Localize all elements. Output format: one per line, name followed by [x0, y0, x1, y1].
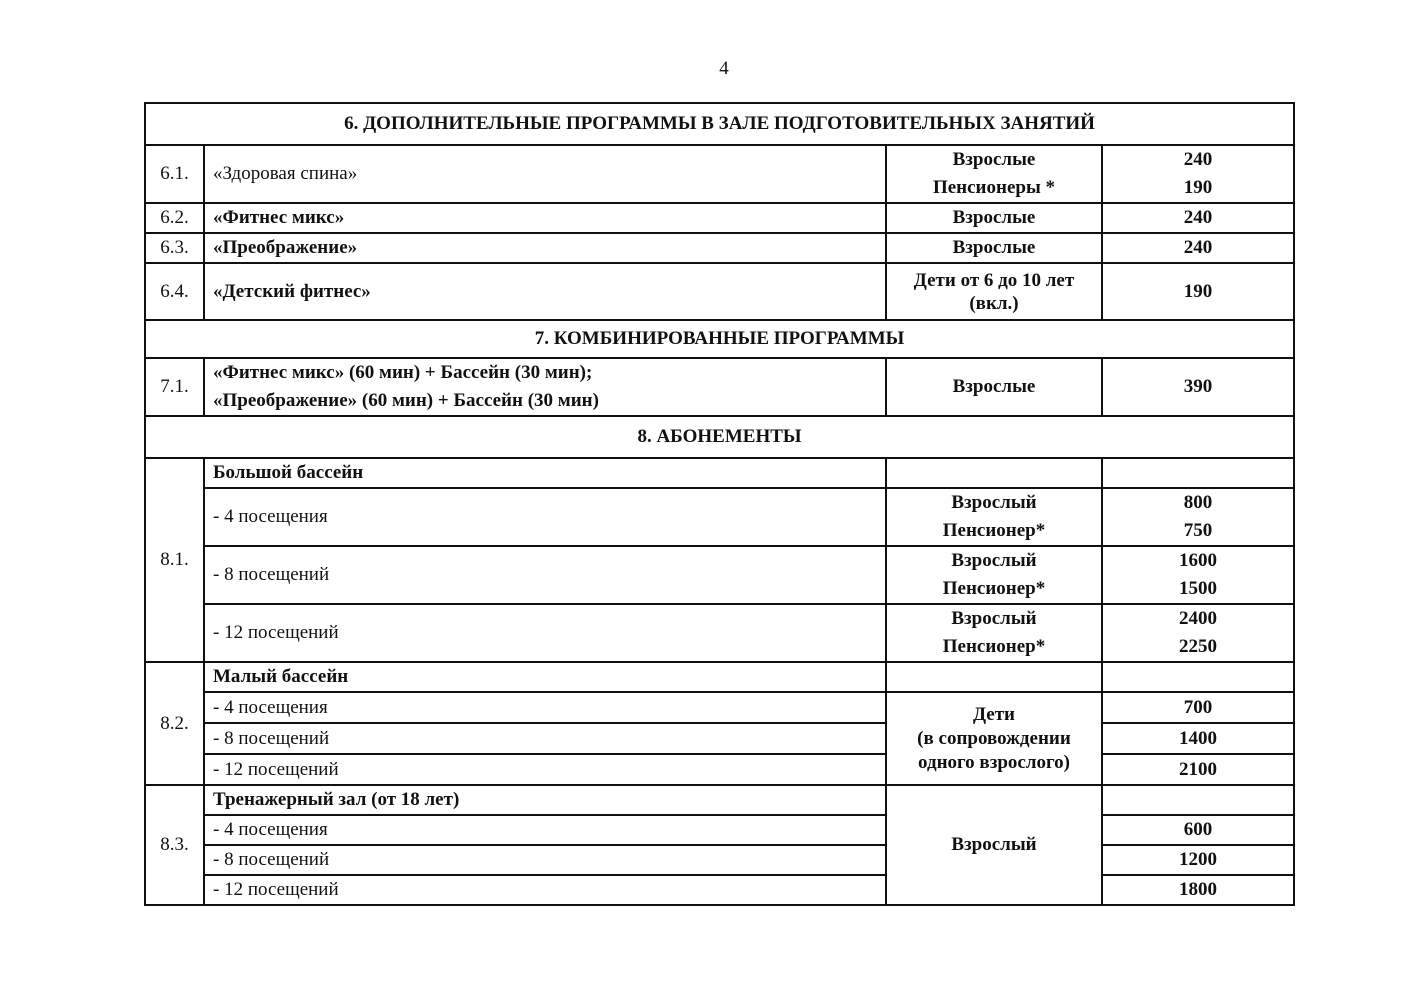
table-row — [145, 723, 1294, 754]
category: (вкл.) — [969, 292, 1019, 314]
price: 2250 — [1179, 636, 1218, 657]
group-heading: Малый бассейн — [204, 662, 886, 692]
price: 1800 — [1102, 875, 1294, 905]
category: Пенсионер* — [942, 578, 1046, 599]
category: Взрослые — [952, 149, 1036, 170]
row-number: 6.4. — [145, 263, 204, 320]
row-number: 8.2. — [145, 662, 204, 785]
price-cell — [1102, 546, 1294, 604]
category: Взрослый — [951, 608, 1037, 629]
empty-cell — [886, 458, 1102, 488]
category: (в сопровождении — [917, 727, 1071, 749]
visits-label: - 4 посещения — [204, 815, 886, 845]
row-number: 6.1. — [145, 145, 204, 203]
category: Взрослые — [886, 358, 1102, 416]
price: 390 — [1102, 358, 1294, 416]
category-cell — [886, 546, 1102, 604]
program-name: «Фитнес микс» — [204, 203, 886, 233]
table-row — [145, 662, 1294, 692]
row-number: 8.3. — [145, 785, 204, 905]
visits-label: - 8 посещений — [204, 546, 886, 604]
price-cell — [1102, 145, 1294, 203]
table-row — [145, 145, 1294, 203]
table-row — [145, 546, 1294, 604]
program-name: «Детский фитнес» — [204, 263, 886, 320]
category: одного взрослого) — [918, 751, 1070, 773]
category: Взрослый — [886, 785, 1102, 905]
category: Пенсионер* — [942, 520, 1046, 541]
empty-cell — [1102, 785, 1294, 815]
category: Пенсионеры * — [932, 177, 1056, 198]
price: 190 — [1183, 177, 1213, 198]
price: 1600 — [1179, 550, 1218, 571]
program-name: «Здоровая спина» — [204, 145, 886, 203]
category-cell — [886, 604, 1102, 662]
price: 2100 — [1102, 754, 1294, 785]
section-title: 6. ДОПОЛНИТЕЛЬНЫЕ ПРОГРАММЫ В ЗАЛЕ ПОДГОТОВИТЕЛЬНЫХ ЗАНЯТИЙ — [145, 103, 1294, 145]
visits-label: - 12 посещений — [204, 875, 886, 905]
table-row — [145, 203, 1294, 233]
visits-label: - 4 посещения — [204, 488, 886, 546]
section-title: 8. АБОНЕМЕНТЫ — [145, 416, 1294, 458]
table-row — [145, 604, 1294, 662]
category: Взрослые — [886, 233, 1102, 263]
group-heading: Тренажерный зал (от 18 лет) — [204, 785, 886, 815]
section-header-7 — [145, 320, 1294, 358]
visits-label: - 12 посещений — [204, 754, 886, 785]
empty-cell — [886, 662, 1102, 692]
table-row — [145, 815, 1294, 845]
category: Дети от 6 до 10 лет — [913, 269, 1075, 291]
table-row — [145, 845, 1294, 875]
row-number: 6.3. — [145, 233, 204, 263]
visits-label: - 12 посещений — [204, 604, 886, 662]
visits-label: - 8 посещений — [204, 845, 886, 875]
table-row — [145, 358, 1294, 416]
table-row — [145, 488, 1294, 546]
page-number: 4 — [719, 58, 729, 79]
row-number: 8.1. — [145, 458, 204, 662]
visits-label: - 4 посещения — [204, 692, 886, 723]
program-name: «Преображение» — [204, 233, 886, 263]
empty-cell — [1102, 458, 1294, 488]
category-cell — [886, 263, 1102, 320]
category: Взрослые — [886, 203, 1102, 233]
program-name: «Фитнес микс» (60 мин) + Бассейн (30 мин); — [213, 362, 593, 383]
table-row — [145, 458, 1294, 488]
price: 1500 — [1179, 578, 1218, 599]
category: Пенсионер* — [942, 636, 1046, 657]
price: 2400 — [1179, 608, 1218, 629]
price: 190 — [1102, 263, 1294, 320]
category-cell — [886, 145, 1102, 203]
program-name: «Преображение» (60 мин) + Бассейн (30 мин) — [213, 390, 599, 411]
table-row — [145, 233, 1294, 263]
table-row — [145, 692, 1294, 723]
section-header-8 — [145, 416, 1294, 458]
price: 750 — [1183, 520, 1213, 541]
category: Взрослый — [951, 550, 1037, 571]
section-header-6 — [145, 103, 1294, 145]
price: 800 — [1183, 492, 1213, 513]
table-row — [145, 785, 1294, 815]
category: Дети — [972, 703, 1016, 725]
price: 240 — [1102, 233, 1294, 263]
visits-label: - 8 посещений — [204, 723, 886, 754]
category: Взрослый — [951, 492, 1037, 513]
table-row — [145, 754, 1294, 785]
category-cell — [886, 692, 1102, 785]
price: 240 — [1102, 203, 1294, 233]
price-cell — [1102, 488, 1294, 546]
program-name-cell — [204, 358, 886, 416]
empty-cell — [1102, 662, 1294, 692]
table-row — [145, 875, 1294, 905]
price: 1400 — [1102, 723, 1294, 754]
row-number: 6.2. — [145, 203, 204, 233]
price-cell — [1102, 604, 1294, 662]
table-row — [145, 263, 1294, 320]
price: 600 — [1102, 815, 1294, 845]
price-table — [144, 102, 1295, 906]
group-heading: Большой бассейн — [204, 458, 886, 488]
price: 1200 — [1102, 845, 1294, 875]
row-number: 7.1. — [145, 358, 204, 416]
section-title: 7. КОМБИНИРОВАННЫЕ ПРОГРАММЫ — [145, 320, 1294, 358]
price: 240 — [1183, 149, 1213, 170]
category-cell — [886, 488, 1102, 546]
price: 700 — [1102, 692, 1294, 723]
